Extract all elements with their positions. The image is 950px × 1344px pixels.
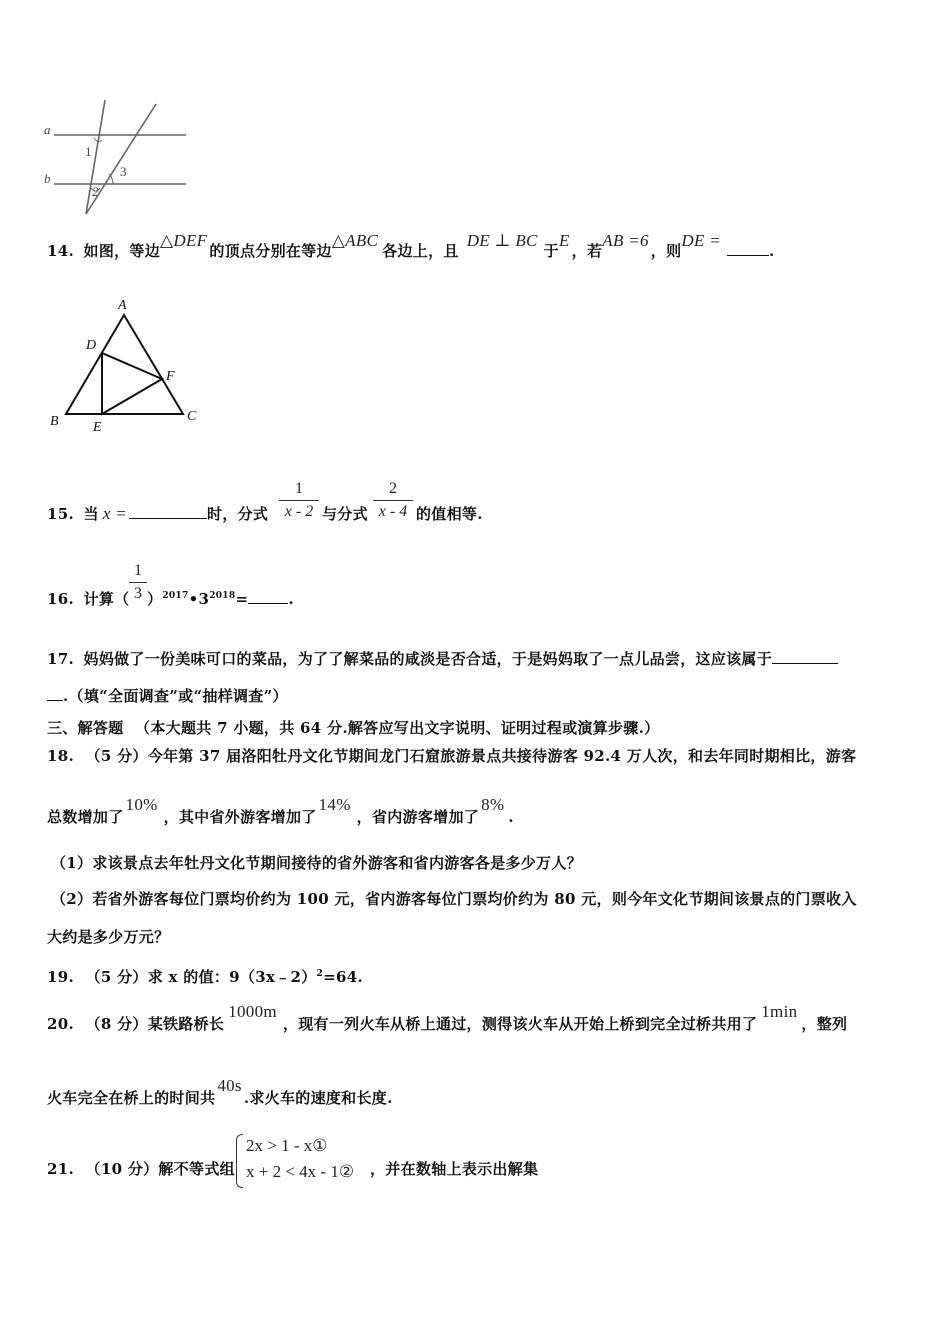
q16-exponent-1: 2017 [162,591,189,601]
q17-second-line [47,685,288,706]
q16-rest [147,588,294,609]
q15-fraction-2-numerator: 2 [373,480,413,501]
question-17 [47,648,838,669]
q20-text-2: ，现有一列火车从桥上通过，测得该火车从开始上桥到完全过桥共用了 [282,1015,758,1033]
q17-answer-blank-1[interactable] [772,649,838,664]
q15-text-4: 的值相等. [416,505,483,523]
q16-end: . [288,590,294,608]
q18-line-1: （5 分）今年第 37 届洛阳牡丹文化节期间龙门石窟旅游景点共接待游客 92.4 万人次，和去年同时期相比，游客 [85,747,857,765]
q14-math-ab: AB =6 [602,231,649,250]
q15-math-x: x = [102,504,128,523]
q21-system-brace [236,1134,243,1188]
vertex-a: A [118,298,127,313]
q21-text-1: （10 分）解不等式组 [85,1160,235,1178]
q21-text-2: ，并在数轴上表示出解集 [370,1160,539,1178]
q15-fraction-1 [279,480,319,521]
q15-fraction-2 [373,480,413,521]
q15-fraction-1-denominator: x - 2 [284,503,314,520]
q14-math-perp: DE ⊥ BC [466,231,538,250]
q20-number: 20. [47,1015,74,1033]
q19-end: =64. [323,968,363,986]
q16-exponent-2: 2018 [209,591,236,601]
q18-line-2 [47,795,514,827]
section-3-note: （本大题共 7 小题，共 64 分.解答应写出文字说明、证明过程或演算步骤.） [135,719,660,737]
triangle-figure [44,293,214,439]
q16-answer-blank[interactable] [248,589,288,604]
q17-answer-blank-2[interactable] [47,686,63,701]
q16-text-4: = [235,590,249,608]
label-1: 1 [85,144,92,159]
q18-math-10: 10% [125,795,158,814]
q18-math-8: 8% [481,795,505,814]
q18-text-2: ，其中省外游客增加了 [163,808,317,826]
q18-math-14: 14% [318,795,351,814]
q18-part-2: （2）若省外游客每位门票均价约为 100 元，省内游客每位门票均价约为 80 元，则今年文化节期间该景点的门票收入 [51,890,857,908]
question-14 [47,231,775,270]
q16-text-1: 计算（ [83,590,130,608]
label-b: b [44,171,51,186]
q20-text-3: ，整列 [801,1015,848,1033]
q17-line-1: 妈妈做了一份美味可口的菜品，为了了解菜品的咸淡是否合适，于是妈妈取了一点儿品尝，这应该属于 [83,650,773,668]
q16-text-3: •3 [188,590,210,608]
q14-text-2: 的顶点分别在等边 [209,242,332,260]
q18-text-1: 总数增加了 [47,808,124,826]
q18-text-3: ，省内游客增加了 [356,808,480,826]
q14-math-de: DE = [681,231,721,250]
q14-answer-blank[interactable] [727,241,769,256]
vertex-d: D [86,338,97,353]
q21-inequality-1: 2x > 1 - x① [246,1136,328,1155]
q19-text: （5 分）求 x 的值：9（3x﹣2） [85,968,317,986]
q15-fraction-2-denominator: x - 4 [378,503,408,520]
q17-number: 17. [47,650,74,668]
vertex-f: F [166,369,175,384]
q19-exponent: 2 [316,969,324,979]
q21-number: 21. [47,1160,74,1178]
q15-text-1: 当 [83,505,99,523]
q20-text-1: （8 分）某铁路桥长 [85,1015,225,1033]
label-a: a [44,122,51,137]
q14-math-abc: △ABC [331,231,379,250]
q14-text-4: 于 [543,242,559,260]
q15-fraction-1-numerator: 1 [279,480,319,501]
question-15 [47,503,268,524]
q19-number: 19. [47,968,74,986]
q18-part-1: （1）求该景点去年牡丹文化节期间接待的省外游客和省内游客各是多少万人？ [51,854,582,872]
q20-line-2 [47,1076,393,1108]
label-2: 2 [92,184,99,199]
q16-text-2: ） [147,590,163,608]
q14-text-1: 如图，等边 [83,242,161,260]
q15-text-3: 与分式 [322,505,368,523]
vertex-b: B [50,414,59,429]
q14-end: . [768,242,775,260]
q18-part-2-cont: 大约是多少万元？ [47,928,170,946]
question-18 [47,745,856,766]
q21-inequality-2: x + 2 < 4x - 1② [246,1162,355,1181]
q20-math-time: 1min [761,1002,798,1021]
q20-text-5: .求火车的速度和长度. [243,1089,393,1107]
label-3: 3 [120,164,127,179]
q20-math-length: 1000m [228,1002,277,1021]
q15-answer-blank[interactable] [129,504,207,519]
q18-text-4: . [508,808,514,826]
q16-fraction [129,562,147,603]
q14-math-def: △DEF [160,231,208,250]
q16-fraction-denominator: 3 [134,585,142,602]
question-16 [47,588,129,609]
q18-number: 18. [47,747,74,765]
triangle-abc [66,315,183,414]
q17-line-2: .（填“全面调查”或“抽样调查”） [63,687,288,705]
q20-math-duration: 40s [217,1076,242,1095]
q16-number: 16. [47,590,74,608]
vertex-c: C [187,409,197,424]
section-3-heading [47,717,659,738]
q15-text-2: 时，分式 [207,505,269,523]
q15-number: 15. [47,505,74,523]
question-20 [47,1002,848,1034]
question-21 [47,1158,235,1179]
question-19 [47,966,363,987]
q14-text-6: ，则 [650,242,682,260]
q14-math-e: E [558,231,570,250]
q14-number: 14. [47,242,74,260]
section-3-title: 三、解答题 [47,719,124,737]
parallel-lines-figure [38,96,198,220]
q16-fraction-numerator: 1 [129,562,147,583]
vertex-e: E [93,420,102,435]
q14-text-3: 各边上，且 [382,242,459,260]
q14-text-5: ，若 [571,242,603,260]
q20-text-4: 火车完全在桥上的时间共 [47,1089,216,1107]
